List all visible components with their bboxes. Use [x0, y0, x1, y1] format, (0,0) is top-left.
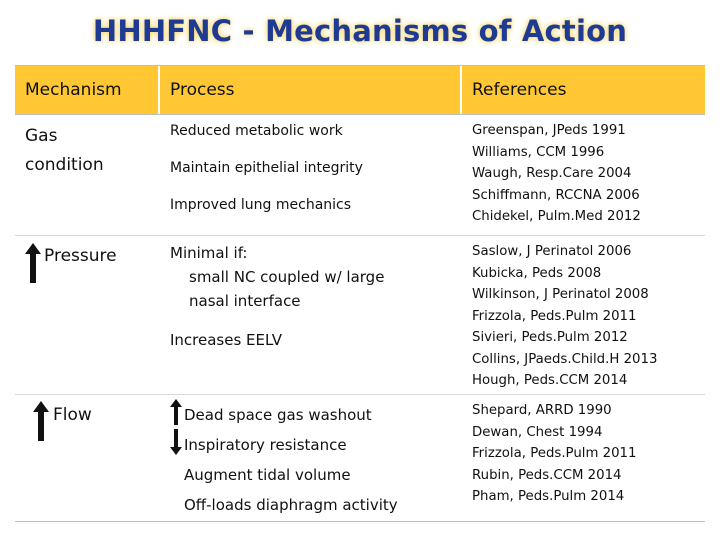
reference-item: Sivieri, Peds.Pulm 2012 — [472, 330, 628, 345]
process-item: Inspiratory resistance — [184, 436, 347, 454]
process-item: Dead space gas washout — [184, 406, 372, 424]
mechanism-text: condition — [25, 155, 104, 175]
header-process: Process — [170, 80, 235, 100]
reference-item: Dewan, Chest 1994 — [472, 424, 603, 440]
table-row — [15, 115, 705, 236]
reference-item: Saslow, J Perinatol 2006 — [472, 244, 632, 259]
column-divider — [460, 66, 462, 114]
mechanism-cell — [25, 122, 104, 180]
mechanism-text: Gas — [25, 126, 58, 146]
slide-title: HHHFNC - Mechanisms of Action — [92, 14, 628, 48]
process-item: Augment tidal volume — [184, 466, 351, 484]
column-divider — [158, 66, 160, 114]
mechanism-text: Flow — [53, 405, 92, 425]
process-item: Off-loads diaphragm activity — [184, 496, 398, 514]
references-cell — [472, 241, 657, 392]
reference-item: Frizzola, Peds.Pulm 2011 — [472, 308, 637, 324]
table-row — [15, 395, 705, 521]
reference-item: Kubicka, Peds 2008 — [472, 265, 602, 281]
process-cell — [170, 122, 363, 216]
mechanisms-table — [15, 65, 705, 522]
process-item: Reduced metabolic work — [170, 123, 343, 139]
arrow-up-icon — [170, 399, 182, 425]
process-cell — [170, 241, 384, 352]
process-item: Maintain epithelial integrity — [170, 160, 363, 176]
table-header-row — [15, 66, 705, 115]
process-detail: nasal interface — [189, 292, 301, 310]
reference-item: Hough, Peds.CCM 2014 — [472, 373, 628, 388]
reference-item: Rubin, Peds.CCM 2014 — [472, 467, 622, 483]
reference-item: Greenspan, JPeds 1991 — [472, 123, 626, 138]
mechanism-text: Pressure — [44, 246, 117, 266]
table-row — [15, 236, 705, 395]
references-cell — [472, 400, 636, 508]
process-cell — [184, 400, 398, 520]
process-heading: Minimal if: — [170, 244, 248, 262]
arrow-down-icon — [170, 429, 182, 455]
reference-item: Shepard, ARRD 1990 — [472, 403, 612, 418]
arrow-up-icon — [33, 401, 49, 441]
reference-item: Collins, JPaeds.Child.H 2013 — [472, 351, 658, 367]
references-cell — [472, 120, 641, 228]
process-detail: small NC coupled w/ large — [189, 268, 385, 286]
reference-item: Chidekel, Pulm.Med 2012 — [472, 209, 641, 224]
reference-item: Wilkinson, J Perinatol 2008 — [472, 287, 649, 302]
reference-item: Williams, CCM 1996 — [472, 144, 605, 160]
header-mechanism: Mechanism — [25, 80, 122, 100]
process-item: Increases EELV — [170, 331, 282, 349]
arrow-up-icon — [25, 243, 41, 283]
header-references: References — [472, 80, 567, 100]
process-item: Improved lung mechanics — [170, 197, 352, 213]
reference-item: Schiffmann, RCCNA 2006 — [472, 187, 640, 203]
reference-item: Pham, Peds.Pulm 2014 — [472, 489, 625, 504]
reference-item: Frizzola, Peds.Pulm 2011 — [472, 446, 637, 461]
reference-item: Waugh, Resp.Care 2004 — [472, 166, 632, 181]
